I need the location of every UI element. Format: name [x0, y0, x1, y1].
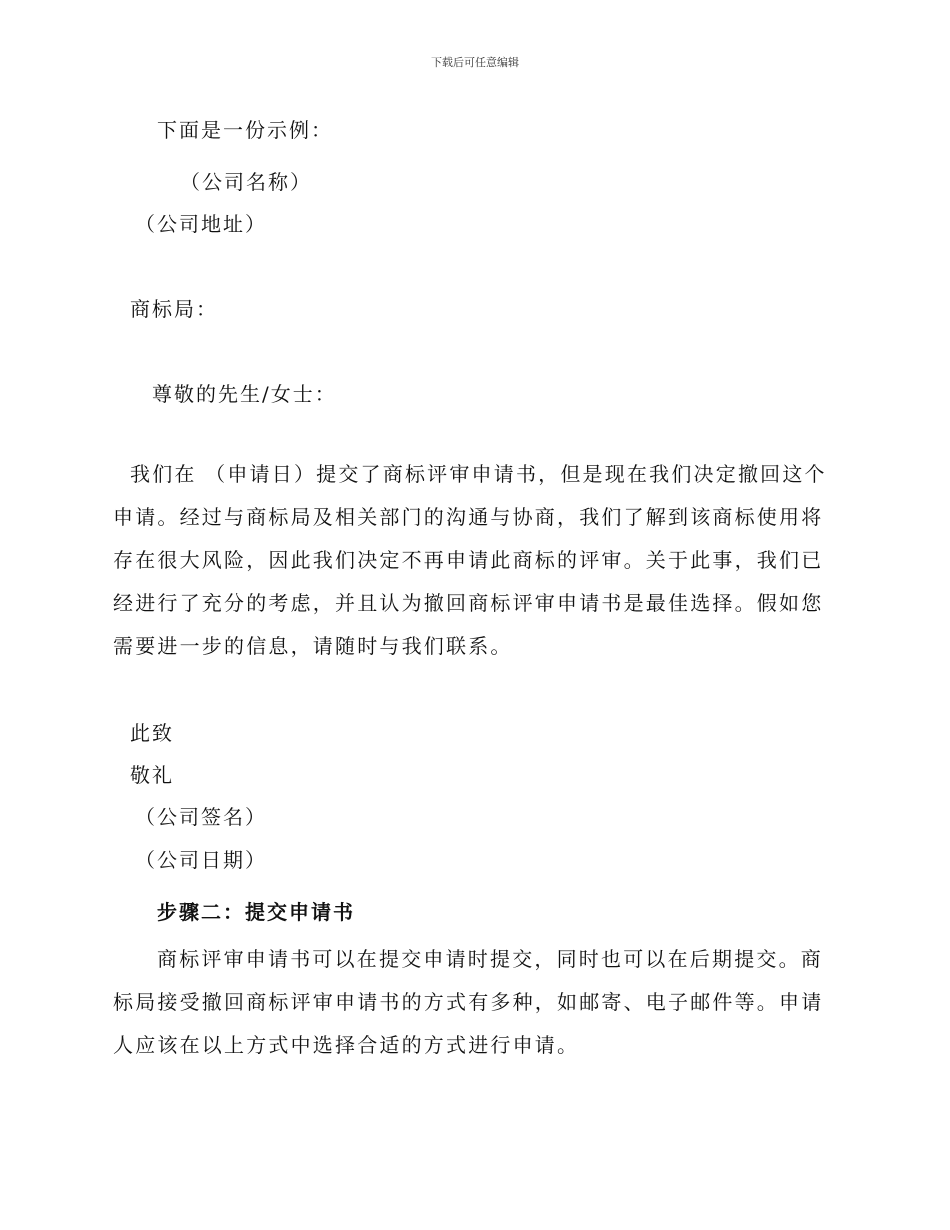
step-heading: 步骤二：提交申请书 — [157, 900, 355, 924]
closing-2: 敬礼 — [130, 763, 174, 787]
signature-date: （公司日期） — [135, 848, 267, 872]
recipient: 商标局： — [130, 297, 218, 321]
page-header: 下载后可任意编辑 — [431, 56, 519, 69]
closing-1: 此致 — [130, 721, 174, 745]
company-name: （公司名称） — [180, 170, 312, 194]
intro-text: 下面是一份示例： — [157, 118, 333, 142]
letter-body: 我们在 （申请日）提交了商标评审申请书，但是现在我们决定撤回这个申请。经过与商标局及相关部门的沟通与协商，我们了解到该商标使用将存在很大风险，因此我们决定不再申请此商标的评审。关于此事，我们已经进行了充分的考虑，并且认为撤回商标评审申请书是最佳选择。假如您需要进一步的信息，请随时与我们联系。 — [113, 462, 827, 658]
salutation: 尊敬的先生/女士： — [152, 382, 337, 406]
signature: （公司签名） — [135, 805, 267, 829]
step-body: 商标评审申请书可以在提交申请时提交，同时也可以在后期提交。商标局接受撤回商标评审申请书的方式有多种，如邮寄、电子邮件等。申请人应该在以上方式中选择合适的方式进行申请。 — [113, 947, 824, 1057]
company-address: （公司地址） — [135, 212, 267, 236]
